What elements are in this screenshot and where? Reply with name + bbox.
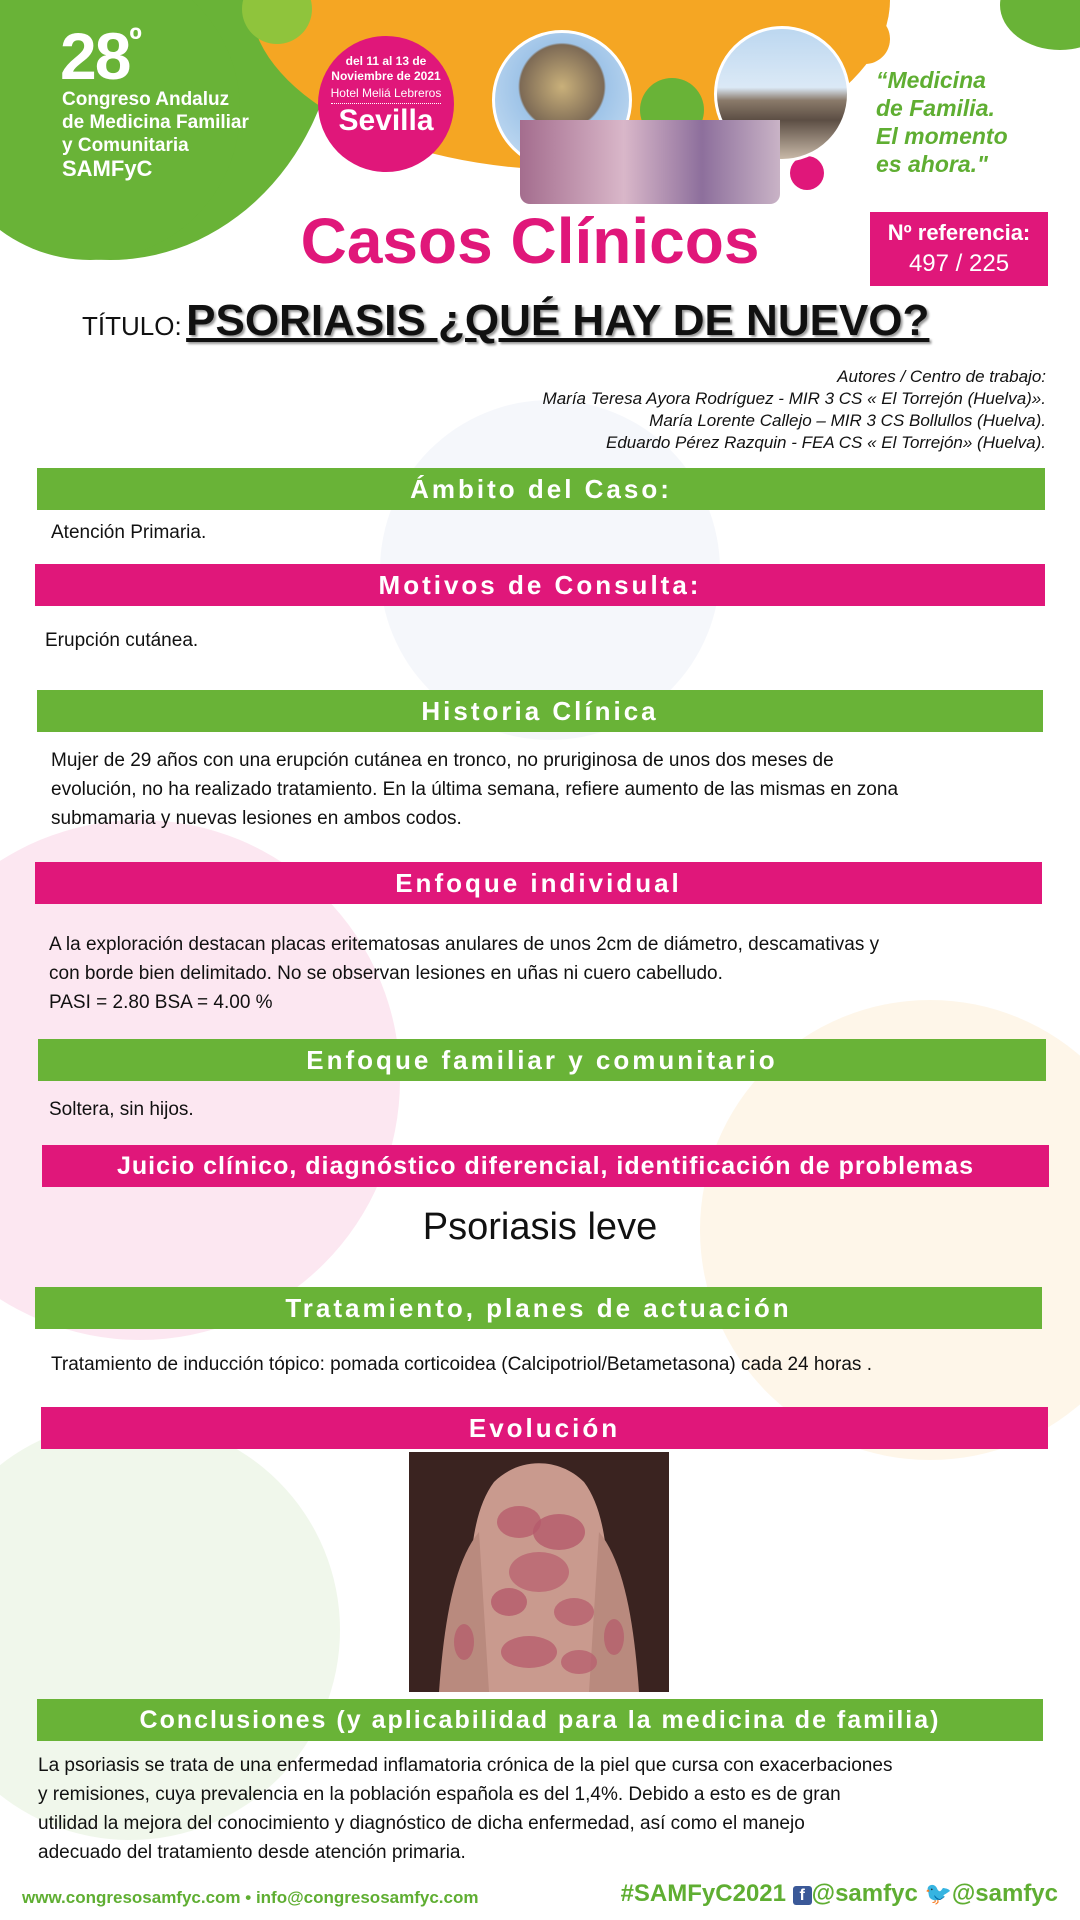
section-conclusiones-header: Conclusiones (y aplicabilidad para la medicina de familia): [37, 1699, 1043, 1741]
header-blob-green-right: [1000, 0, 1080, 50]
section-enfoque-individual-text: A la exploración destacan placas eritematosas anulares de unos 2cm de diámetro, descamativas y con borde bien delimitado. No se observan lesiones en uñas ni cuero cabelludo. PASI = 2.80 BSA = 4.00 %: [49, 934, 880, 1013]
footer-website-email[interactable]: www.congresosamfyc.com • info@congresosamfyc.com: [22, 1888, 479, 1907]
authors-block: Autores / Centro de trabajo: María Teresa Ayora Rodríguez - MIR 3 CS « El Torrejón (Huelva)». María Lorente Callejo – MIR 3 CS Bollullos (Huelva). Eduardo Pérez Razquin - FEA CS « El Torrejón» (Huelva).: [542, 367, 1046, 452]
section-tratamiento-text: Tratamiento de inducción tópico: pomada corticoidea (Calcipotriol/Betametasona) cada 24 horas .: [51, 1354, 872, 1375]
congress-name: Congreso Andaluz de Medicina Familiar y Comunitaria SAMFyC: [62, 89, 249, 181]
twitter-handle[interactable]: @samfyc: [951, 1880, 1058, 1907]
title-text: PSORIASIS ¿QUÉ HAY DE NUEVO?: [186, 296, 930, 345]
header-blob-orange: [840, 14, 890, 64]
section-enfoque-familiar-header: Enfoque familiar y comunitario: [38, 1039, 1046, 1081]
twitter-icon[interactable]: 🐦: [924, 1881, 952, 1906]
reference-box: Nº referencia: 497 / 225: [870, 212, 1048, 286]
section-evolucion-header: Evolución: [41, 1407, 1048, 1449]
section-conclusiones-text: La psoriasis se trata de una enfermedad inflamatoria crónica de la piel que cursa con exacerbaciones y remisiones, cuya prevalencia en la población española es del 1,4%. Debido a esto es de gran utilidad la mejora del conocimiento y diagnóstico de dicha enfermedad, así como el manejo adecuado del tratamiento desde atención primaria.: [38, 1755, 893, 1863]
case-title: [82, 296, 929, 346]
section-ambito-text: Atención Primaria.: [51, 522, 207, 543]
diagnosis-text: Psoriasis leve: [422, 1206, 658, 1248]
header-blob-pink-small: [790, 156, 824, 190]
section-juicio-header: Juicio clínico, diagnóstico diferencial, identificación de problemas: [42, 1145, 1049, 1187]
psoriasis-back-image: [409, 1452, 669, 1692]
congress-number: $28^º$: [60, 19, 140, 93]
title-label: TÍTULO:: [82, 311, 182, 341]
main-title: Casos Clínicos: [300, 205, 760, 277]
facebook-handle[interactable]: @samfyc: [811, 1880, 918, 1907]
facebook-icon[interactable]: f: [793, 1886, 812, 1905]
cathedral-photo: [520, 120, 780, 204]
slogan-quote: “Medicina de Familia. El momento es ahora.": [876, 67, 1008, 177]
section-historia-header: Historia Clínica: [37, 690, 1043, 732]
section-enfoque-familiar-text: Soltera, sin hijos.: [49, 1099, 194, 1120]
section-tratamiento-header: Tratamiento, planes de actuación: [35, 1287, 1042, 1329]
section-motivos-text: Erupción cutánea.: [45, 630, 199, 651]
hashtag: #SAMFyC2021: [620, 1880, 786, 1907]
section-historia-text: Mujer de 29 años con una erupción cutánea en tronco, no pruriginosa de unos dos meses de evolución, no ha realizado tratamiento. En la última semana, refiere aumento de las mismas en zona submamaria y nuevas lesiones en ambos codos.: [51, 750, 899, 829]
evolution-photo: [409, 1452, 669, 1692]
footer-social: [621, 1880, 1058, 1908]
date-badge: del 11 al 13 de Noviembre de 2021 Hotel Meliá Lebreros Sevilla: [318, 36, 454, 172]
section-ambito-header: Ámbito del Caso:: [37, 468, 1045, 510]
section-enfoque-individual-header: Enfoque individual: [35, 862, 1042, 904]
section-motivos-header: Motivos de Consulta:: [35, 564, 1045, 606]
